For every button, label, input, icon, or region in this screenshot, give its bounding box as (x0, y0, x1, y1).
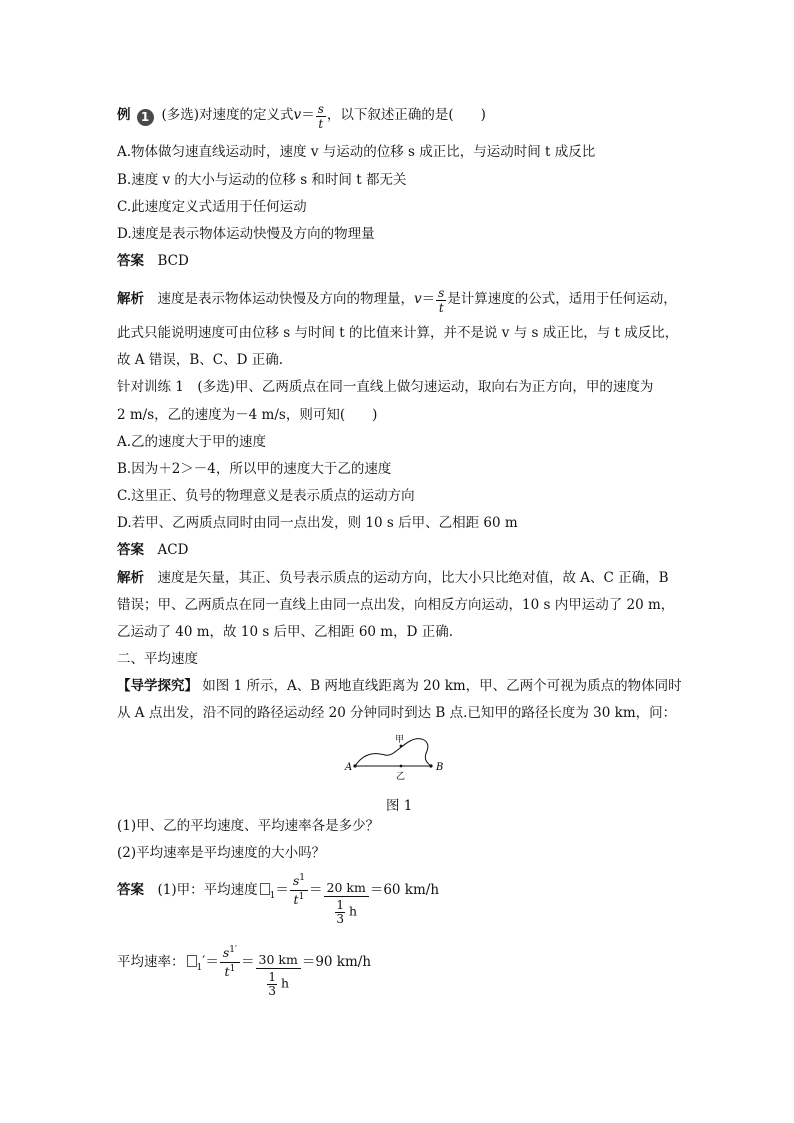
ans2-time-num: 1 (268, 970, 276, 985)
analysis-fraction-numerator: s (438, 286, 445, 300)
equals-sign: ＝ (301, 107, 315, 123)
guide-line-1 (117, 680, 682, 694)
guide-line-2: 从 A 点出发，沿不同的路径运动经 20 分钟同时到达 B 点.已知甲的路径长度为 30 km，问： (117, 705, 677, 721)
training-answer (117, 544, 188, 558)
ans1-time-num: 1 (336, 898, 344, 913)
training-option-d: D.若甲、乙两质点同时由同一点出发，则 10 s 后甲、乙相距 60 m (117, 515, 518, 531)
figure-caption: 图 1 (386, 798, 413, 814)
example-stem-text-b: ，以下叙述正确的是( ) (326, 107, 486, 123)
training-analysis-label: 解析 (117, 570, 144, 586)
ans2-equals-2: ＝ (241, 954, 255, 971)
training-line-2: 2 m/s，乙的速度为－4 m/s，则可知( ) (117, 407, 378, 423)
section-heading: 二、平均速度 (117, 651, 198, 667)
example-answer (117, 255, 189, 269)
training-analysis-line-3: 乙运动了 40 m，故 10 s 后甲、乙相距 60 m，D 正确. (117, 624, 454, 640)
ans2-time-den: 3 (268, 984, 276, 999)
question-2: (2)平均速率是平均速度的大小吗？ (117, 845, 326, 861)
analysis-equals: ＝ (421, 291, 436, 307)
training-option-b: B.因为＋2＞－4，所以甲的速度大于乙的速度 (117, 461, 392, 477)
ans1-fraction-s-over-t (290, 874, 308, 907)
point-b-dot (429, 764, 432, 767)
label-jia: 甲 (395, 735, 405, 745)
example-analysis-line-1 (117, 287, 677, 314)
example-number-badge: 1 (137, 109, 154, 126)
ans2-prime: ′ (202, 954, 206, 971)
ans2-fraction-s-over-t (220, 946, 240, 979)
ans2-subscript: 1 (196, 962, 203, 973)
training-answer-label: 答案 (117, 542, 144, 558)
ans2-s-sup: 1′ (229, 945, 238, 955)
training-line-1: 针对训练 1 (多选)甲、乙两质点在同一直线上做匀速运动，取向右为正方向，甲的速度为 (117, 379, 654, 395)
point-yi-dot (400, 765, 403, 768)
ans1-prefix: (1)甲：平均速度 (157, 882, 258, 899)
example-option-b: B.速度 v 的大小与运动的位移 s 和时间 t 都无关 (117, 172, 407, 188)
ans1-time-unit: h (348, 904, 358, 920)
ans1-subscript: 1 (269, 890, 276, 901)
ans1-distance: 20 km (324, 881, 369, 898)
ans1-equals: ＝ (275, 882, 289, 899)
ans2-time-unit: h (280, 976, 290, 992)
ans2-time-fraction (267, 971, 277, 997)
point-a-dot (353, 764, 356, 767)
ans1-s-sup: 1 (299, 873, 306, 883)
label-a: A (345, 762, 353, 773)
section-answer-label: 答案 (117, 882, 144, 899)
analysis-label: 解析 (117, 291, 144, 307)
example-option-c: C.此速度定义式适用于任何运动 (117, 199, 307, 215)
point-jia-dot (400, 745, 403, 748)
avg-velocity-symbol-icon (260, 883, 270, 895)
velocity-fraction (316, 103, 326, 130)
answer-value: BCD (157, 253, 189, 269)
ans2-result: ＝90 km/h (301, 954, 372, 971)
curved-path-jia (355, 739, 431, 766)
ans1-time-fraction (335, 899, 345, 925)
ans2-fraction-value (256, 953, 301, 998)
ans1-t-sup: 1 (298, 891, 305, 902)
ans2-prefix: 平均速率： (117, 954, 185, 971)
example-analysis-line-2: 此式只能说明速度可由位移 s 与时间 t 的比值来计算，并不是说 v 与 s 成正比，与 t 成反比， (117, 325, 679, 341)
figure-1-path-diagram (335, 733, 455, 791)
example-1-stem (117, 103, 486, 130)
example-option-a: A.物体做匀速直线运动时，速度 v 与运动的位移 s 成正比，与运动时间 t 成反比 (117, 144, 596, 160)
guide-text-1: 如图 1 所示，A、B 两地直线距离为 20 km，甲、乙两个可视为质点的物体同时 (202, 678, 682, 694)
question-1: (1)甲、乙的平均速度、平均速率各是多少？ (117, 818, 380, 834)
example-analysis-line-3: 故 A 错误，B、C、D 正确. (117, 352, 283, 368)
ans2-distance: 30 km (256, 953, 301, 970)
label-b: B (436, 762, 444, 773)
ans2-s: s (222, 945, 230, 961)
training-option-c: C.这里正、负号的物理意义是表示质点的运动方向 (117, 488, 415, 504)
answer-label: 答案 (117, 253, 144, 269)
answer-formula-2 (117, 946, 371, 998)
ans2-t: t (224, 964, 230, 980)
training-analysis-line-1 (117, 572, 669, 586)
answer-formula-1 (117, 874, 439, 926)
fraction-numerator: s (317, 102, 324, 116)
label-yi: 乙 (396, 772, 406, 782)
ans1-equals-2: ＝ (309, 882, 323, 899)
ans1-s: s (292, 873, 300, 889)
analysis-text-b: 是计算速度的公式，适用于任何运动， (447, 291, 677, 307)
ans2-t-sup: 1 (229, 963, 236, 974)
analysis-text-a: 速度是表示物体运动快慢及方向的物理量， (157, 291, 414, 307)
example-option-d: D.速度是表示物体运动快慢及方向的物理量 (117, 226, 375, 242)
training-option-a: A.乙的速度大于甲的速度 (117, 434, 267, 450)
ans1-t: t (293, 892, 299, 908)
training-analysis-line-2: 错误；甲、乙两质点在同一直线上由同一点出发，向相反方向运动，10 s 内甲运动了 20 m， (117, 597, 675, 613)
ans1-result: ＝60 km/h (369, 882, 440, 899)
analysis-velocity-symbol: v (414, 291, 422, 307)
analysis-fraction-denominator: t (438, 301, 444, 315)
training-analysis-text-1: 速度是矢量，其正、负号表示质点的运动方向，比大小只比绝对值，故 A、C 正确，B (157, 570, 669, 586)
analysis-fraction (436, 287, 446, 314)
example-label: 例 (117, 107, 131, 123)
guide-label: 【导学探究】 (117, 678, 198, 694)
ans1-time-den: 3 (336, 912, 344, 927)
fraction-denominator: t (318, 117, 324, 131)
ans2-equals: ＝ (205, 954, 219, 971)
training-answer-value: ACD (157, 542, 189, 558)
avg-speed-symbol-icon (187, 955, 197, 967)
ans1-fraction-value (324, 881, 369, 926)
velocity-symbol: v (293, 107, 302, 123)
example-stem-text-a: (多选)对速度的定义式 (161, 107, 294, 123)
